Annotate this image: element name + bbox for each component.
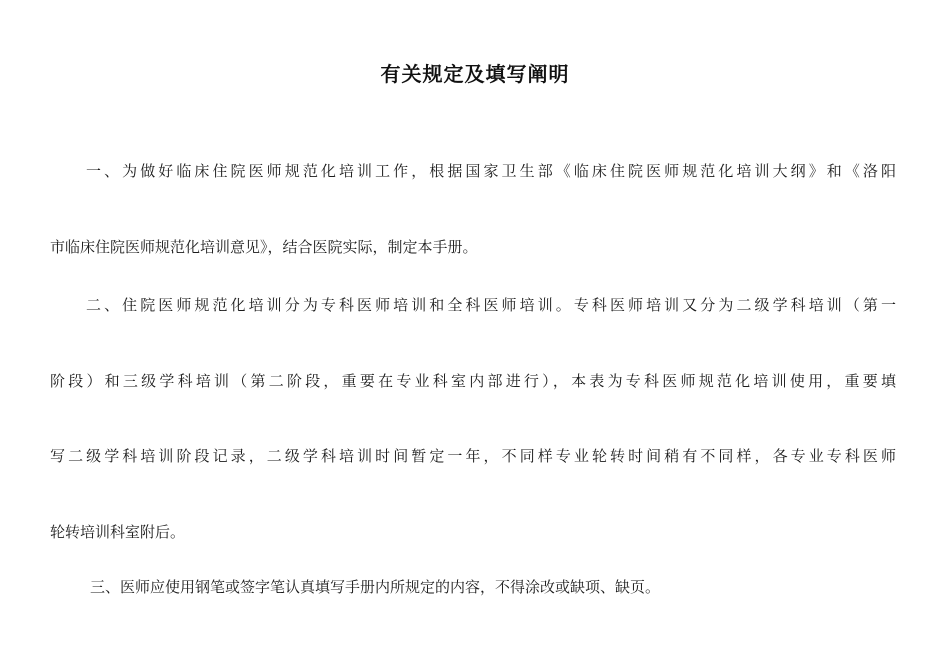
paragraph-1-line-2: 市临床住院医师规范化培训意见》，结合医院实际，制定本手册。 <box>50 238 478 256</box>
paragraph-2-line-3: 写二级学科培训阶段记录，二级学科培训时间暂定一年，不同样专业轮转时间稍有不同样，各专业专科医师 <box>50 447 896 465</box>
paragraph-3-line-1: 三、医师应使用钢笔或签字笔认真填写手册内所规定的内容，不得涂改或缺项、缺页。 <box>90 578 661 596</box>
paragraph-2-line-4: 轮转培训科室附后。 <box>50 523 186 541</box>
paragraph-2-line-2: 阶段）和三级学科培训（第二阶段，重要在专业科室内部进行），本表为专科医师规范化培训使用，重要填 <box>50 372 896 390</box>
paragraph-1-line-1: 一、为做好临床住院医师规范化培训工作，根据国家卫生部《临床住院医师规范化培训大纲》和《洛阳 <box>86 162 896 180</box>
page-title: 有关规定及填写阐明 <box>380 62 570 86</box>
paragraph-2-line-1: 二、住院医师规范化培训分为专科医师培训和全科医师培训。专科医师培训又分为二级学科培训（第一 <box>86 296 896 314</box>
